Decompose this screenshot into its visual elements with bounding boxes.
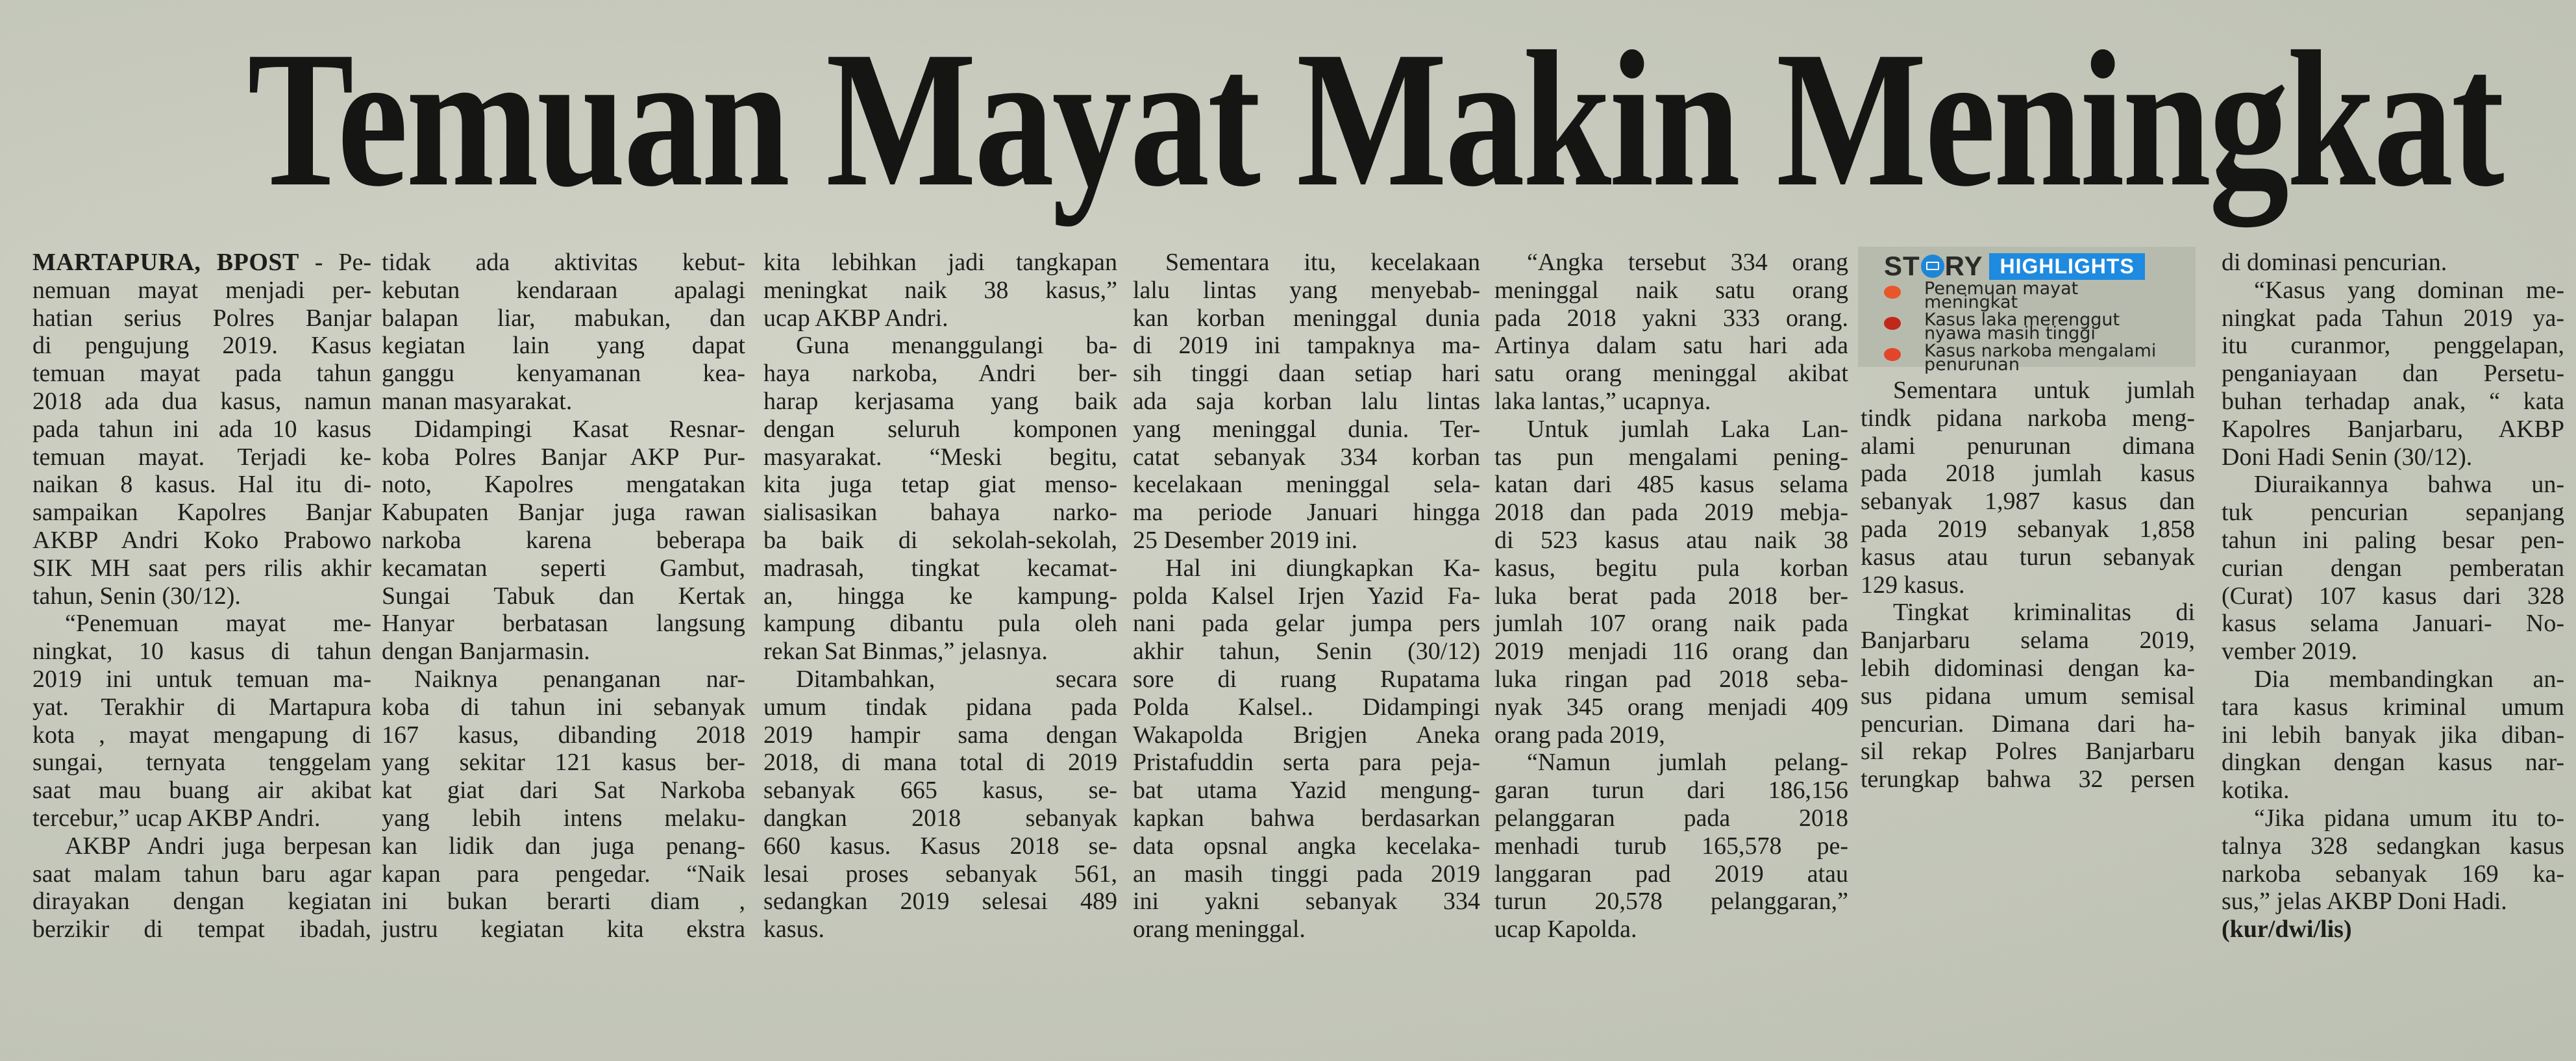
paragraph [1861, 377, 2195, 599]
text-line: sus,” jelas AKBP Doni Hadi. [2222, 888, 2507, 916]
text-line: ucap AKBP Andri. [763, 304, 948, 332]
text-line: Sementara itu, kecelakaan [1165, 249, 1480, 276]
text-line: ganggu kenyamanan kea- [382, 360, 745, 388]
text-line: turun 20,578 pelanggaran,” [1494, 888, 1848, 916]
text-line: ningkat pada Tahun 2019 ya- [2222, 304, 2564, 332]
text-line: tindk pidana narkoba meng- [1861, 404, 2195, 432]
text-line: laka lantas,” ucapnya. [1494, 387, 1711, 415]
text-line: Naiknya penanganan nar- [414, 665, 745, 693]
text-line: yang sekitar 121 kasus ber- [382, 749, 745, 777]
text-line: ini bukan berarti diam , [382, 888, 745, 916]
text-line: langgaran pad 2019 atau [1494, 860, 1848, 888]
text-line: kan lidik dan juga penang- [382, 832, 745, 860]
paragraph [382, 416, 745, 666]
text-line: berzikir di tempat ibadah, [32, 916, 371, 943]
paragraph [1494, 749, 1848, 943]
text-line: ini yakni sebanyak 334 [1133, 888, 1480, 916]
text-line: kebutan kendaraan apalagi [382, 276, 745, 304]
text-line: talnya 328 sedangkan kasus [2222, 832, 2564, 860]
text-line: sus pidana umum semisal [1861, 682, 2195, 710]
text-line: katan dari 485 kasus selama [1494, 471, 1848, 499]
text-line: dengan seluruh komponen [763, 415, 1117, 443]
text-line: bat utama Yazid mengung- [1133, 777, 1480, 805]
text-line: ucap Kapolda. [1494, 916, 1637, 943]
text-line: yat. Terakhir di Martapura [32, 693, 371, 721]
text-line: 2019 hampir sama dengan [763, 721, 1117, 749]
text-line: Kabupaten Banjar juga rawan [382, 499, 745, 527]
article-column-3 [763, 249, 1117, 943]
text-line: sebanyak 665 kasus, se- [763, 777, 1117, 805]
text-line: 2019 menjadi 116 orang dan [1494, 638, 1848, 666]
text-line: pelanggaran pada 2018 [1494, 804, 1848, 832]
text-line: kapan para pengedar. “Naik [382, 860, 745, 888]
text-line: Tingkat kriminalitas di [1893, 599, 2195, 627]
headline-text: Temuan Mayat Makin Meningkat [247, 11, 2503, 227]
paragraph [1133, 249, 1480, 555]
text-line: “Penemuan mayat me- [65, 610, 371, 638]
text-line: 25 Desember 2019 ini. [1133, 526, 1358, 554]
text-line: Ditambahkan, secara [796, 665, 1117, 693]
text-line: Banjarbaru selama 2019, [1861, 627, 2195, 655]
paragraph [1494, 416, 1848, 749]
text-line: kasus. [763, 916, 824, 943]
text-line: Hal ini diungkapkan Ka- [1165, 554, 1480, 582]
text-line: lesai proses sebanyak 561, [763, 860, 1117, 888]
text-line: kegiatan lain yang dapat [382, 332, 745, 360]
story-logo-text-end: RY [1944, 251, 1983, 281]
text-line: vember 2019. [2222, 638, 2357, 666]
text-line: Didampingi Kasat Resnar- [414, 415, 745, 443]
book-icon [1921, 255, 1944, 278]
text-line: Sementara untuk jumlah [1893, 377, 2195, 404]
article-column-1 [32, 249, 371, 943]
text-line: tercebur,” ucap AKBP Andri. [32, 804, 321, 832]
text-line: kotika. [2222, 777, 2290, 805]
text-line: haya narkoba, Andri ber- [763, 360, 1117, 388]
text-line: pada tahun ini ada 10 kasus [32, 415, 371, 443]
text-line: rekan Sat Binmas,” jelasnya. [763, 638, 1048, 666]
text-line: “Namun jumlah pelang- [1527, 749, 1848, 777]
text-line: Sungai Tabuk dan Kertak [382, 582, 745, 610]
text-line: nyak 345 orang menjadi 409 [1494, 693, 1848, 721]
text-line: tidak ada aktivitas kebut- [382, 249, 745, 276]
text-line: menhadi turub 165,578 pe- [1494, 832, 1848, 860]
bullet-dot-icon [1884, 348, 1901, 361]
paragraph [32, 610, 371, 832]
paragraph [1494, 249, 1848, 416]
text-line: hatian serius Polres Banjar [32, 304, 371, 332]
text-line: curian dengan pemberatan [2222, 554, 2564, 582]
text-line: an, hingga ke kampung- [763, 582, 1117, 610]
text-line: akhir tahun, Senin (30/12) [1133, 638, 1480, 666]
text-line: alami penurunan dimana [1861, 432, 2195, 460]
paragraph [382, 249, 745, 416]
highlight-item [1884, 341, 2158, 375]
text-line: tuk pencurian sepanjang [2222, 499, 2564, 527]
text-line: AKBP Andri Koko Prabowo [32, 526, 371, 554]
text-line: Kapolres Banjarbaru, AKBP [2222, 415, 2564, 443]
text-line: kota , mayat mengapung di [32, 721, 371, 749]
text-line: kapkan bahwa berdasarkan [1133, 804, 1480, 832]
text-line: satu orang meninggal akibat [1494, 360, 1848, 388]
text-line: kita lebihkan jadi tangkapan [763, 249, 1117, 276]
text-line: umum tindak pidana pada [763, 693, 1117, 721]
highlight-item [1884, 279, 2158, 312]
text-line: nani pada gelar jumpa pers [1133, 610, 1480, 638]
text-line: kita juga tetap giat menso- [763, 471, 1117, 499]
text-line: balapan liar, mabukan, dan [382, 304, 745, 332]
text-line: narkoba sebanyak 169 ka- [2222, 860, 2564, 888]
text-line: penganiayaan dan Persetu- [2222, 360, 2564, 388]
story-highlights-box [1858, 247, 2196, 375]
text-line: 2019 ini untuk temuan ma- [32, 665, 371, 693]
text-line: tahun, Senin (30/12). [32, 582, 241, 610]
text-line: kasus atau turun sebanyak [1861, 543, 2195, 571]
text-line: sebanyak 1,987 kasus dan [1861, 488, 2195, 516]
text-line: 660 kasus. Kasus 2018 se- [763, 832, 1117, 860]
text-line: terungkap bahwa 32 persen [1861, 766, 2195, 793]
paragraph [763, 249, 1117, 332]
text-line: lebih didominasi dengan ka- [1861, 654, 2195, 682]
paragraph [763, 332, 1117, 666]
text-line: dingkan dengan kasus nar- [2222, 749, 2564, 777]
text-line: koba di tahun ini sebanyak [382, 693, 745, 721]
headline [0, 12, 2576, 226]
bullet-dot-icon [1884, 317, 1901, 330]
text-line: sungai, ternyata tenggelam [32, 749, 371, 777]
text-line: orang pada 2019, [1494, 721, 1665, 749]
highlight-text: Kasus laka merenggut nyawa masih tinggi [1924, 310, 2120, 343]
text-line: “Kasus yang dominan me- [2254, 276, 2564, 304]
text-line: AKBP Andri juga berpesan [65, 832, 371, 860]
text-line: pencurian. Dimana dari ha- [1861, 710, 2195, 738]
text-line: orang meninggal. [1133, 916, 1306, 943]
text-line: “Angka tersebut 334 orang [1527, 249, 1848, 276]
text-line: Pristafuddin serta para peja- [1133, 749, 1480, 777]
text-line: sampaikan Kapolres Banjar [32, 499, 371, 527]
dateline: MARTAPURA, BPOST [32, 249, 299, 276]
text-line: (Curat) 107 kasus dari 328 [2222, 582, 2564, 610]
text-line: Artinya dalam satu hari ada [1494, 332, 1848, 360]
paragraph [1133, 555, 1480, 943]
story-logo [1884, 251, 1983, 282]
text-line: yang meninggal dunia. Ter- [1133, 415, 1480, 443]
text-line: jumlah 107 orang naik pada [1494, 610, 1848, 638]
story-highlights-header [1884, 252, 2145, 281]
text-line: polda Kalsel Irjen Yazid Fa- [1133, 582, 1480, 610]
text-line: “Jika pidana umum itu to- [2254, 804, 2564, 832]
bullet-dot-icon [1884, 286, 1901, 299]
text-line: dangkan 2018 sebanyak [763, 804, 1117, 832]
text-line: dirayakan dengan kegiatan [32, 888, 371, 916]
text-line: an masih tinggi pada 2019 [1133, 860, 1480, 888]
text-line: luka ringan pad 2018 seba- [1494, 665, 1848, 693]
text-line: Untuk jumlah Laka Lan- [1527, 415, 1848, 443]
text-line: Hanyar berbatasan langsung [382, 610, 745, 638]
text-line: ma periode Januari hingga [1133, 499, 1480, 527]
text-line: Guna menanggulangi ba- [796, 332, 1117, 360]
text-line: sore di ruang Rupatama [1133, 665, 1480, 693]
text-line: kecamatan seperti Gambut, [382, 554, 745, 582]
text-line: catat sebanyak 334 korban [1133, 443, 1480, 471]
text-line: meninggal naik satu orang [1494, 276, 1848, 304]
text-line: manan masyarakat. [382, 387, 573, 415]
text-line: garan turun dari 186,156 [1494, 777, 1848, 805]
text-line: nemuan mayat menjadi per- [32, 276, 371, 304]
text-line: kasus selama Januari- No- [2222, 610, 2564, 638]
text-line: kasus, begitu pula korban [1494, 554, 1848, 582]
text-line: madrasah, tingkat kecamat- [763, 554, 1117, 582]
text-line: narkoba karena beberapa [382, 526, 745, 554]
text-line: meningkat naik 38 kasus,” [763, 276, 1117, 304]
text-line: tara kasus kriminal umum [2222, 693, 2564, 721]
highlight-item [1884, 310, 2158, 343]
text-line: SIK MH saat pers rilis akhir [32, 554, 371, 582]
text-line: di 523 kasus atau naik 38 [1494, 526, 1848, 554]
text-line: 167 kasus, dibanding 2018 [382, 721, 745, 749]
text-line: pada 2018 yakni 333 orang. [1494, 304, 1848, 332]
paragraph [32, 832, 371, 943]
highlight-text: Kasus narkoba mengalami penurunan [1924, 341, 2157, 375]
byline: (kur/dwi/lis) [2222, 916, 2352, 943]
paragraph [382, 666, 745, 943]
text-line: 2018 ada dua kasus, namun [32, 387, 371, 415]
text-line: pada 2018 jumlah kasus [1861, 460, 2195, 488]
text-line: 2018 dan pada 2019 mebja- [1494, 499, 1848, 527]
text-line: Polda Kalsel.. Didampingi [1133, 693, 1480, 721]
text-line: kan korban meninggal dunia [1133, 304, 1480, 332]
text-line: koba Polres Banjar AKP Pur- [382, 443, 745, 471]
article-column-4 [1133, 249, 1480, 943]
text-line: tahun ini paling besar pen- [2222, 526, 2564, 554]
text-line: lalu lintas yang menyebab- [1133, 276, 1480, 304]
text-line: masyarakat. “Meski begitu, [763, 443, 1117, 471]
text-line: luka berat pada 2018 ber- [1494, 582, 1848, 610]
highlight-text: Penemuan mayat meningkat [1924, 279, 2079, 312]
highlights-badge: HIGHLIGHTS [1989, 253, 2144, 280]
text-line: justru kegiatan kita ekstra [382, 916, 745, 943]
text-line: itu curanmor, penggelapan, [2222, 332, 2564, 360]
text-line: ada saja korban lalu lintas [1133, 387, 1480, 415]
text-line: ningkat, 10 kasus di tahun [32, 638, 371, 666]
paragraph [2222, 805, 2564, 916]
text-line: Wakapolda Brigjen Aneka [1133, 721, 1480, 749]
text-line: Dia membandingkan an- [2254, 665, 2564, 693]
text-line: 2018, di mana total di 2019 [763, 749, 1117, 777]
text-line: temuan mayat pada tahun [32, 360, 371, 388]
text-line: di dominasi pencurian. [2222, 249, 2447, 276]
paragraph [2222, 666, 2564, 805]
story-logo-text-start: ST [1884, 251, 1920, 281]
text-line: di pengujung 2019. Kasus [32, 332, 371, 360]
text-line: ini lebih banyak jika diban- [2222, 721, 2564, 749]
text-line: naikan 8 kasus. Hal itu di- [32, 471, 371, 499]
text-line: dengan Banjarmasin. [382, 638, 590, 666]
text-line: sil rekap Polres Banjarbaru [1861, 738, 2195, 766]
text-line: Diuraikannya bahwa un- [2254, 471, 2564, 499]
text-line: MARTAPURA, BPOST - Pe- [32, 249, 371, 276]
paragraph [1861, 599, 2195, 793]
highlights-list [1884, 279, 2158, 373]
text-line: kat giat dari Sat Narkoba [382, 777, 745, 805]
paragraph [2222, 471, 2564, 666]
paragraph [763, 666, 1117, 943]
article-column-7 [2222, 249, 2564, 943]
paragraph [2222, 249, 2564, 277]
text-line: noto, Kapolres mengatakan [382, 471, 745, 499]
text-line: tas pun mengalami pening- [1494, 443, 1848, 471]
text-line: data opsnal angka kecelaka- [1133, 832, 1480, 860]
text-line: 129 kasus. [1861, 571, 1965, 599]
paragraph [32, 249, 371, 610]
text-line: kampung dibantu pula oleh [763, 610, 1117, 638]
text-line: harap kerjasama yang baik [763, 387, 1117, 415]
text-line: saat malam tahun baru agar [32, 860, 371, 888]
text-line: sedangkan 2019 selesai 489 [763, 888, 1117, 916]
text-line: pada 2019 sebanyak 1,858 [1861, 515, 2195, 543]
text-line: sialisasikan bahaya narko- [763, 499, 1117, 527]
text-line: sih tinggi daan setiap hari [1133, 360, 1480, 388]
text-line: ba baik di sekolah-sekolah, [763, 526, 1117, 554]
text-line: di 2019 ini tampaknya ma- [1133, 332, 1480, 360]
text-line: Doni Hadi Senin (30/12). [2222, 443, 2473, 471]
text-line: buhan terhadap anak, “ kata [2222, 387, 2564, 415]
text-line: temuan mayat. Terjadi ke- [32, 443, 371, 471]
text-line: kecelakaan meninggal sela- [1133, 471, 1480, 499]
article-column-2 [382, 249, 745, 943]
text-line: saat mau buang air akibat [32, 777, 371, 805]
article-column-6 [1861, 377, 2195, 793]
article-column-5 [1494, 249, 1848, 943]
paragraph [2222, 277, 2564, 471]
text-line: yang lebih intens melaku- [382, 804, 745, 832]
